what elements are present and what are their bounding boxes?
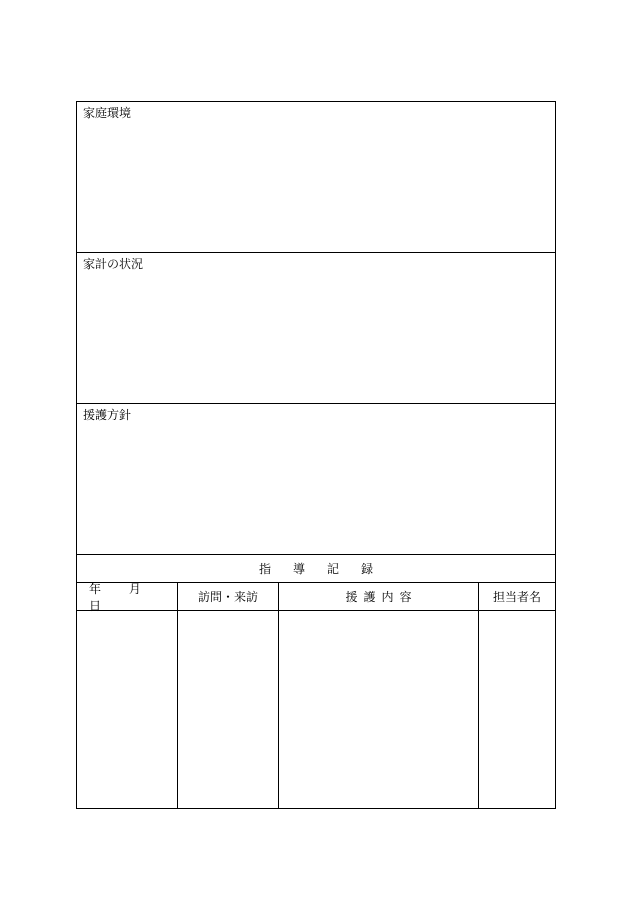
content-column-body[interactable] xyxy=(279,611,478,808)
date-column-header: 年 月 日 xyxy=(77,583,177,611)
support-policy-label: 援護方針 xyxy=(83,408,132,422)
date-column xyxy=(77,583,178,808)
staff-column-body[interactable] xyxy=(479,611,555,808)
staff-column xyxy=(479,583,555,808)
staff-column-header: 担当者名 xyxy=(479,583,555,611)
visit-column-header: 訪問・来訪 xyxy=(178,583,278,611)
household-finance-label: 家計の状況 xyxy=(83,257,144,271)
family-environment-section[interactable] xyxy=(77,102,555,253)
record-form xyxy=(76,101,556,809)
guidance-record-table xyxy=(77,583,555,808)
household-finance-section[interactable] xyxy=(77,253,555,404)
visit-column xyxy=(178,583,279,808)
date-column-body[interactable] xyxy=(77,611,177,808)
visit-column-body[interactable] xyxy=(178,611,278,808)
content-column xyxy=(279,583,479,808)
guidance-record-title: 指導記録 xyxy=(77,555,555,583)
support-policy-section[interactable] xyxy=(77,404,555,555)
content-column-header: 援護内容 xyxy=(279,583,478,611)
family-environment-label: 家庭環境 xyxy=(83,106,132,120)
